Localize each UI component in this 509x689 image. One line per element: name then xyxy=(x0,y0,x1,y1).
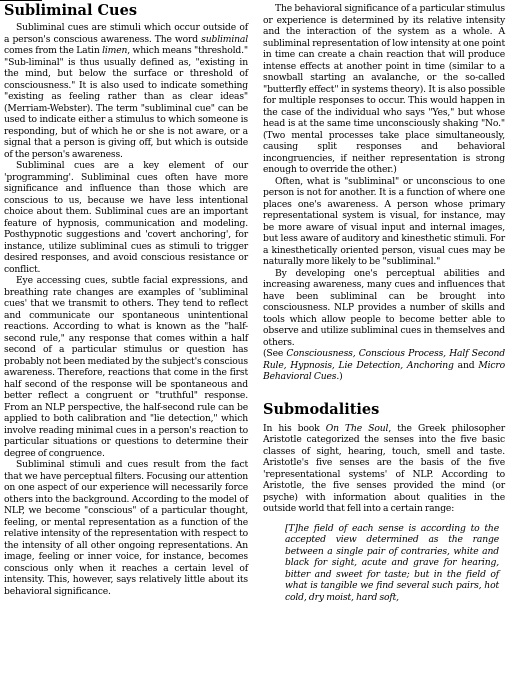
aristotle-quote: [T]he field of each sense is according to the accepted view determined as the range between a single pair of contraries, white and black for sight, acute and grave for hearing, bitter and sweet for taste; but in the field of what is tangible we find several such pairs, hot cold, dry moist, hard soft, xyxy=(285,522,499,603)
text-run: In his book xyxy=(263,422,326,434)
see-and: and xyxy=(453,359,479,371)
top-rule xyxy=(0,0,42,1)
paragraph-6: Often, what is "subliminal" or unconscious to one person is not for another. It is a function of where one places one's awareness. A person whose primary representational system is visual, for instance, may be more aware of visual input and internal images, but less aware of auditory and kinesthetic stimuli. For a kinesthetically oriented person, visual cues may be naturally more likely to be "subliminal." xyxy=(263,175,505,267)
paragraph-2: Subliminal cues are a key element of our 'programming'. Subliminal cues often have more significance and influence than those which are conscious to us, because we have less intentional choice about them. Subliminal cues are an important feature of hypnosis, communication and modeling. Posthypnotic suggestions and 'covert anchoring', for instance, utilize subliminal cues as stimuli to trigger desired responses, and avoid conscious resistance or conflict. xyxy=(4,160,248,275)
section-gap xyxy=(263,383,505,402)
paragraph-3: Eye accessing cues, subtle facial expressions, and breathing rate changes are examples of 'subliminal cues' that we transmit to others. They tend to reflect and communicate our spontaneous unintentional reactions. According to what is known as the "half-second rule," any response that comes within a half second of a particular stimulus or question has probably not been mediated by the subject's conscious awareness. Therefore, reactions that come in the first half second of the response will be spontaneous and better reflect a congruent or "truthful" response. From an NLP perspective, the half-second rule can be applied to both calibration and "lie detection," which involve reading minimal cues in a person's reaction to particular situations or questions to determine their degree of congruence. xyxy=(4,275,248,459)
text-run: comes from the Latin xyxy=(4,45,103,56)
text-run: , the Greek philosopher Aristotle categorized the senses into the five basic classes of sight, hearing, touch, smell and taste. Aristotle's five senses are the basis of the five 'representational systems' of NLP. According to Aristotle, the five senses provided the mind (or psyche) with information about qualities in the outside world that fell into a certain range: xyxy=(263,422,506,514)
left-column xyxy=(4,3,248,597)
see-also-note xyxy=(263,348,505,383)
section-heading-subliminal-cues: Subliminal Cues xyxy=(4,2,137,19)
right-column xyxy=(263,3,505,603)
book-title: On The Soul xyxy=(325,422,389,434)
text-run: , which means "threshold." "Sub-liminal" is thus usually defined as, "existing in the mind, but below the surface or threshold of consciousness." It is also used to indicate something "existing as feeling rather than as clear ideas" (Merriam-Webster). The term "subliminal cue" can be used to indicate either a stimulus to which someone is responding, but of which he or she is not aware, or a signal that a person is giving off, but which is outside of the person's awareness. xyxy=(4,45,248,160)
italic-term: subliminal xyxy=(201,33,248,45)
paragraph-7: By developing one's perceptual abilities and increasing awareness, many cues and influences that have been subliminal can be brought into consciousness. NLP provides a number of skills and tools which allow people to become better able to observe and utilize subliminal cues in themselves and others. xyxy=(263,267,505,348)
paragraph-4: Subliminal stimuli and cues result from the fact that we have perceptual filters. Focusing our attention on one aspect of our experience will necessarily force others into the background. According to the model of NLP, we become "conscious" of a particular thought, feeling, or mental representation as a function of the relative intensity of the representation with respect to the intensity of all other ongoing representations. An image, feeling or inner voice, for instance, becomes conscious only when it reaches a certain level of intensity. This, however, says relatively little about its behavioral significance. xyxy=(4,459,248,597)
italic-term: limen xyxy=(102,45,128,56)
paragraph-5: The behavioral significance of a particular stimulus or experience is determined by its relative intensity and the interaction of the system as a whole. A subliminal representation of low intensity at one point in time can create a chain reaction that will produce intense effects at another point in time (similar to a snowball starting an avalanche, or the so-called "butterfly effect" in systems theory). It is also possible for multiple responses to occur. This would happen in the case of the individual who says "Yes," but whose head is at the same time unconsciously shaking "No." (Two mental processes take place simultaneously, causing split responses and behavioral incongruencies, if neither representation is strong enough to override the other.) xyxy=(263,3,505,175)
see-last-reference: Micro Behavioral Cues. xyxy=(263,359,505,382)
paragraph-1 xyxy=(4,22,248,160)
section-heading-submodalities: Submodalities xyxy=(263,400,380,418)
see-suffix: ) xyxy=(339,371,343,382)
text-run: Subliminal cues are stimuli which occur outside of a person's conscious awareness. The word xyxy=(4,22,248,45)
paragraph-8 xyxy=(263,423,505,515)
see-prefix: (See xyxy=(263,348,287,359)
see-references: Consciousness, Conscious Process, Half Second Rule, Hypnosis, Lie Detection, Anchoring xyxy=(263,348,505,371)
